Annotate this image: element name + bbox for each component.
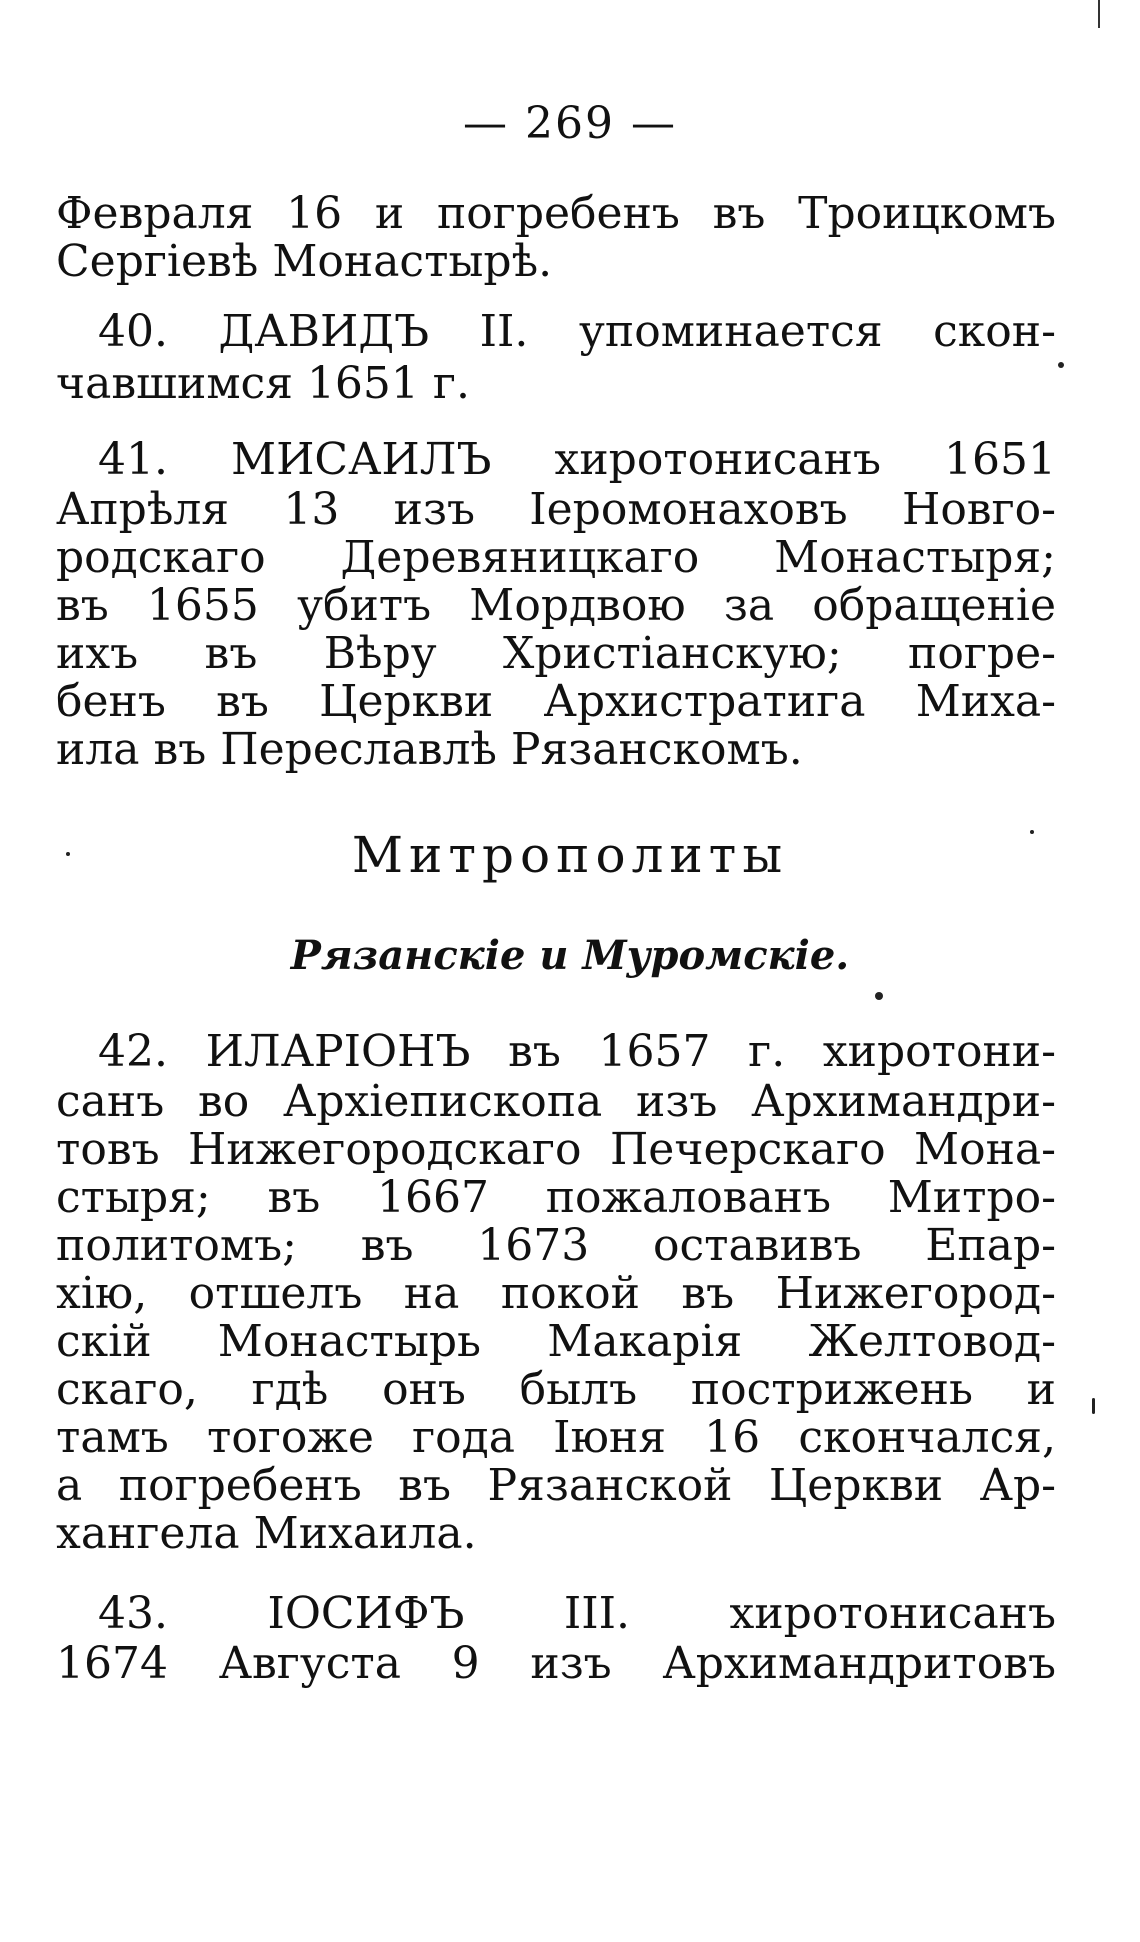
entry-42-line: стыря; въ 1667 пожалованъ Митро- xyxy=(56,1172,1056,1223)
entry-42-line: скій Монастырь Макарія Желтовод- xyxy=(56,1316,1056,1367)
entry-42-line: скаго, гдѣ онъ былъ пострижень и xyxy=(56,1364,1056,1415)
entry-43-line: 43. ІОСИФЪ III. хиротонисанъ xyxy=(98,1588,1056,1639)
entry-43-line: 1674 Августа 9 изъ Архимандритовъ xyxy=(56,1638,1056,1689)
scan-speck xyxy=(66,852,70,856)
scan-speck xyxy=(875,992,883,1000)
page-number: — 269 — xyxy=(463,98,677,149)
section-heading: Митрополиты xyxy=(351,826,789,884)
entry-41-line: бенъ въ Церкви Архистратига Миха- xyxy=(56,676,1056,727)
text-line: Сергіевѣ Монастырѣ. xyxy=(56,236,553,287)
scan-speck xyxy=(1030,830,1034,834)
entry-41-line: ихъ въ Вѣру Христіанскую; погре- xyxy=(56,628,1056,679)
entry-42-line: тамъ тогоже года Іюня 16 скончался, xyxy=(56,1412,1056,1463)
text-line: Февраля 16 и погребенъ въ Троицкомъ xyxy=(56,188,1056,239)
entry-41-line: въ 1655 убитъ Мордвою за обращеніе xyxy=(56,580,1056,631)
entry-41-line: Апрѣля 13 изъ Іеромонаховъ Новго- xyxy=(56,484,1056,535)
entry-42-line: политомъ; въ 1673 оставивъ Епар- xyxy=(56,1220,1056,1271)
entry-42-line: товъ Нижегородскаго Печерскаго Мона- xyxy=(56,1124,1056,1175)
entry-41-line: 41. МИСАИЛЪ хиротонисанъ 1651 xyxy=(98,434,1056,485)
entry-40-line: 40. ДАВИДЪ II. упоминается скон- xyxy=(98,306,1056,357)
entry-42-line: хангела Михаила. xyxy=(56,1508,477,1559)
scan-speck xyxy=(1092,1398,1095,1414)
entry-42-line: санъ во Архіепископа изъ Архимандри- xyxy=(56,1076,1056,1127)
scan-speck xyxy=(1058,362,1064,368)
entry-41-line: ила въ Переславлѣ Рязанскомъ. xyxy=(56,724,803,775)
section-subheading: Рязанскіе и Муромскіе. xyxy=(290,932,850,979)
entry-41-line: родскаго Деревяницкаго Монастыря; xyxy=(56,532,1056,583)
page-edge-mark xyxy=(1098,0,1100,28)
entry-40-line: чавшимся 1651 г. xyxy=(56,358,470,409)
entry-42-line: 42. ИЛАРІОНЪ въ 1657 г. хиротони- xyxy=(98,1026,1056,1077)
entry-42-line: хію, отшелъ на покой въ Нижегород- xyxy=(56,1268,1056,1319)
entry-42-line: а погребенъ въ Рязанской Церкви Ар- xyxy=(56,1460,1056,1511)
